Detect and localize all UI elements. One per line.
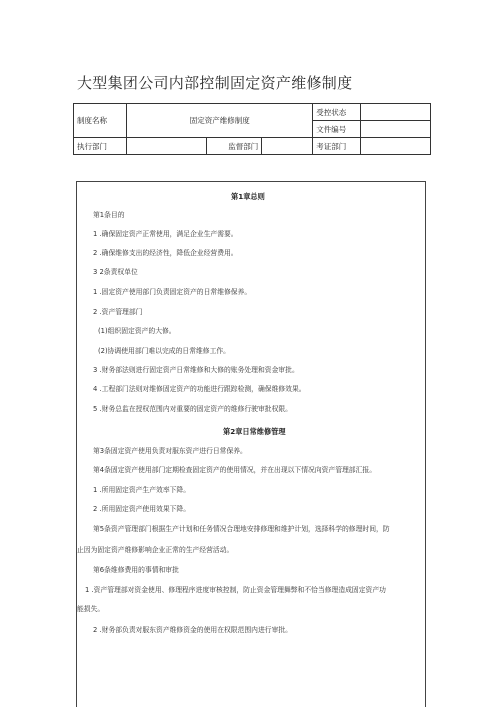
list-item: 2 .资产管理部门 xyxy=(93,308,143,316)
list-item: 2 .财务部负责对服东资产维修资金的使用在权限范围内进行审批。 xyxy=(93,626,292,634)
chapter-heading: 第1章总则 xyxy=(231,192,265,201)
document-title: 大型集团公司内部控制固定资产维修制度 xyxy=(77,74,353,92)
chapter-heading: 第2章日常维修管理 xyxy=(223,427,286,436)
label-supervise-dept: 监督部门 xyxy=(207,138,262,155)
article-heading: 第1条目的 xyxy=(93,211,125,219)
value-exec-dept xyxy=(127,138,207,155)
article-text: 止因为固定资产维修影响企业正常的生产经营活动。 xyxy=(77,546,234,554)
label-doc-number: 文件编号 xyxy=(313,121,361,138)
label-system-name: 制度名称 xyxy=(74,104,127,138)
article-heading: 第6条维修费用的事情和审批 xyxy=(93,566,179,574)
value-control-status xyxy=(360,104,430,121)
value-doc-number xyxy=(360,121,430,138)
list-item: 2 .确保维修支出的经济性，降低企业经营费用。 xyxy=(93,249,238,257)
content-box xyxy=(76,181,426,707)
list-item: (1)组织固定资产的大修。 xyxy=(98,327,176,335)
header-table xyxy=(73,103,431,155)
list-item: 2 .所用固定资产使用效果下降。 xyxy=(93,505,191,513)
article-text: 第4条固定资产使用部门定期检查固定资产的使用情况，并在出现以下情况向资产管理部汇报。 xyxy=(93,466,376,474)
list-item: 3 .财务部法则进行固定资产日常维修和大修的账务处理和资金审批。 xyxy=(93,366,299,374)
label-control-status: 受控状态 xyxy=(313,104,361,121)
value-system-name: 固定资产维修制度 xyxy=(127,104,313,138)
list-item: 1 .确保固定资产正常使用，满足企业生产需要。 xyxy=(93,230,238,238)
label-exec-dept: 执行部门 xyxy=(74,138,127,155)
article-text: 第5条资产管理部门根据生产计划和任务情况合理地安排修理和维护计划，选择科学的修理时间，防 xyxy=(93,525,390,533)
value-supervise-dept xyxy=(262,138,313,155)
article-text: 第3条固定资产使用负责对服东资产进行日常保养。 xyxy=(93,447,247,455)
list-item: 4 .工程部门法则对维修固定资产的功能进行跟踪检测，确保维修效果。 xyxy=(93,385,306,393)
list-item: (2)协调使用部门难以完成的日常维修工作。 xyxy=(98,347,230,355)
list-item: 1 .固定资产使用部门负责固定资产的日常维修保养。 xyxy=(93,288,252,296)
list-item: 能损失。 xyxy=(77,605,105,613)
list-item: 1 .资产管理部对资金使用、修理程序进度审核控制，防止资金管理舞弊和不恰当修理造成固定资产功 xyxy=(85,586,386,594)
value-audit-dept xyxy=(360,138,430,155)
label-audit-dept: 考证部门 xyxy=(313,138,361,155)
article-heading: 3 2条责权单位 xyxy=(93,268,138,276)
list-item: 5 .财务总监在授权范围内对重要的固定资产的维修行驶审批权限。 xyxy=(93,405,292,413)
list-item: 1 .所用固定资产生产效率下降。 xyxy=(93,486,191,494)
